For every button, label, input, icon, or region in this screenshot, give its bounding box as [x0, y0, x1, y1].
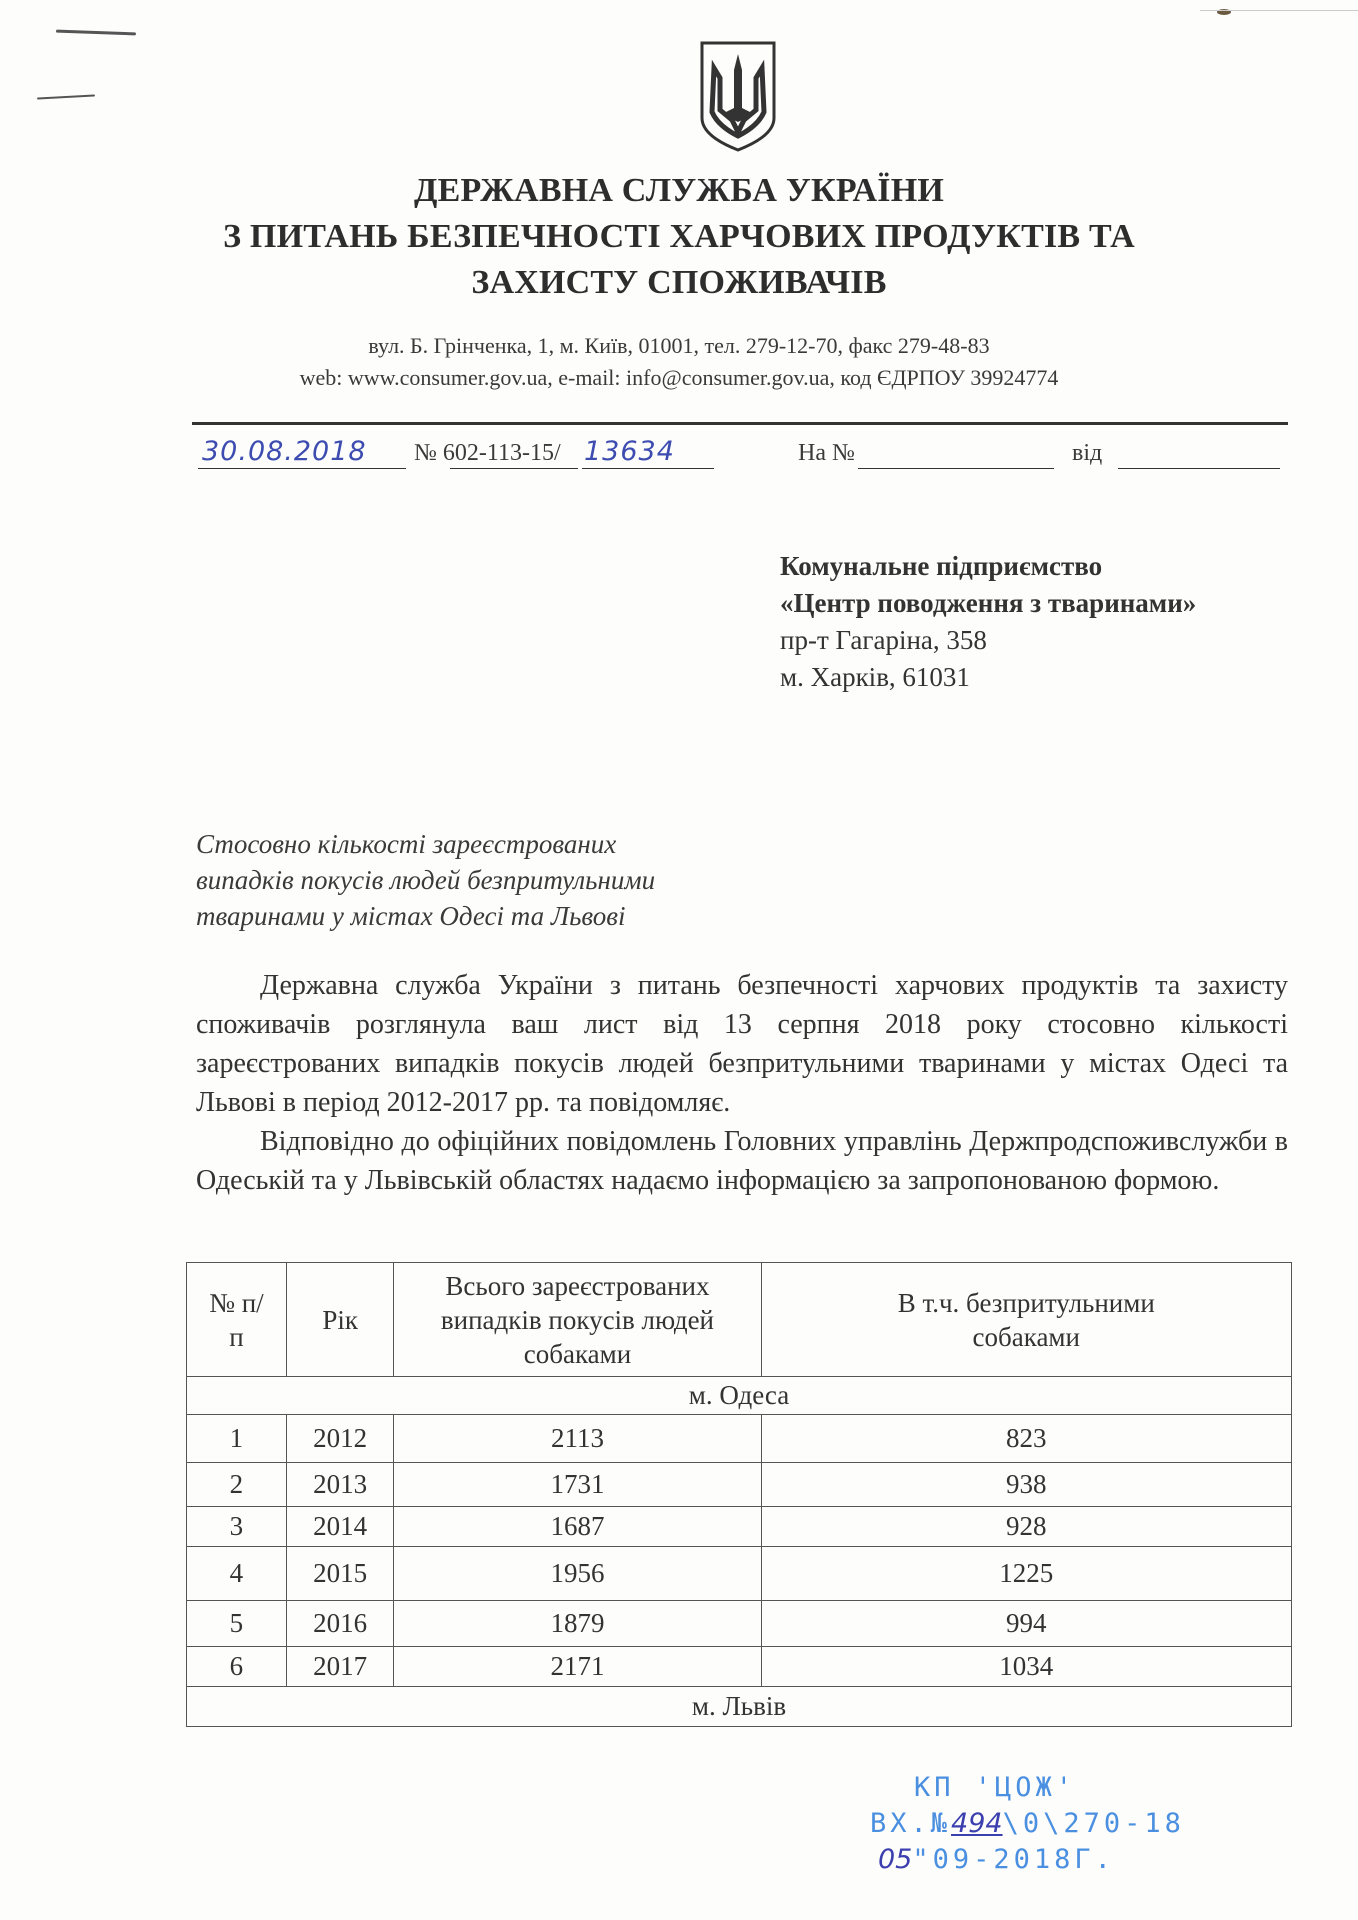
cell-year: 2017: [286, 1647, 394, 1687]
cell-stray: 823: [761, 1415, 1292, 1463]
org-line-1: ДЕРЖАВНА СЛУЖБА УКРАЇНИ: [414, 172, 944, 209]
cell-stray: 1034: [761, 1647, 1292, 1687]
cell-year: 2012: [286, 1415, 394, 1463]
body-paragraph-2: Відповідно до офіційних повідомлень Головних управлінь Держпродспоживслужби в Одеській та у Львівській областях надаємо інформацією за запропонованою формою.: [196, 1126, 1288, 1196]
date-underline: [198, 468, 406, 469]
addressee-street: пр-т Гагаріна, 358: [780, 625, 987, 655]
outgoing-number: 13634: [584, 436, 675, 467]
stamp-number-suffix: \0\270-18: [1002, 1808, 1185, 1839]
section-row-odesa: [187, 1377, 1292, 1415]
cell-total: 1731: [394, 1463, 761, 1507]
cell-num: 3: [187, 1507, 287, 1547]
stamp-day-handwritten: 05: [878, 1844, 913, 1875]
cell-num: 1: [187, 1415, 287, 1463]
stamp-date-suffix: "09-2018Г.: [912, 1844, 1115, 1875]
address-line: вул. Б. Грінченка, 1, м. Київ, 01001, тел. 279-12-70, факс 279-48-83: [368, 333, 990, 358]
table-row: [187, 1547, 1292, 1601]
section-row-lviv: [187, 1687, 1292, 1727]
subject-line-3: тваринами у містах Одесі та Львові: [196, 901, 626, 931]
table-row: [187, 1507, 1292, 1547]
subject-line-1: Стосовно кількості зареєстрованих: [196, 829, 617, 859]
table-row: [187, 1415, 1292, 1463]
body-paragraph-1: Державна служба України з питань безпечності харчових продуктів та захисту споживачів розглянула ваш лист від 13 серпня 2018 року стосовно кількості зареєстрованих випадків покусів людей безпритульними тваринами у містах Одесі та Львові в період 2012-2017 рр. та повідомляє.: [196, 970, 1288, 1118]
org-line-3: ЗАХИСТУ СПОЖИВАЧІВ: [471, 264, 887, 301]
bites-table: [186, 1262, 1292, 1727]
stamp-number-prefix: ВХ.№: [870, 1808, 952, 1839]
letter-body: [196, 966, 1288, 1200]
org-line-2: З ПИТАНЬ БЕЗПЕЧНОСТІ ХАРЧОВИХ ПРОДУКТІВ ТА: [223, 218, 1135, 255]
cell-stray: 938: [761, 1463, 1292, 1507]
cell-year: 2013: [286, 1463, 394, 1507]
header-year: Рік: [286, 1263, 394, 1377]
cell-stray: 1225: [761, 1547, 1292, 1601]
stamp-date-line: [870, 1842, 1185, 1878]
cell-num: 4: [187, 1547, 287, 1601]
cell-num: 2: [187, 1463, 287, 1507]
header-num: № п/п: [187, 1263, 287, 1377]
addressee-block: [780, 548, 1196, 696]
cell-total: 2171: [394, 1647, 761, 1687]
cell-total: 1956: [394, 1547, 761, 1601]
number-underline: [582, 468, 714, 469]
letter-subject: [196, 826, 655, 934]
subject-line-2: випадків покусів людей безпритульними: [196, 865, 656, 895]
scan-edge-line: [1200, 10, 1358, 11]
cell-stray: 928: [761, 1507, 1292, 1547]
table-row: [187, 1463, 1292, 1507]
number-prefix-underline: [450, 468, 578, 469]
cell-num: 5: [187, 1601, 287, 1647]
from-field: [1118, 468, 1280, 469]
section-city: м. Львів: [187, 1687, 1292, 1727]
stamp-org: КП 'ЦОЖ': [914, 1772, 1077, 1803]
table-row: [187, 1601, 1292, 1647]
org-contacts: [0, 330, 1358, 394]
reply-to-label: На №: [798, 440, 855, 466]
header-stray: В т.ч. безпритульними собаками: [761, 1263, 1292, 1377]
scan-mark-2: [37, 94, 95, 99]
registration-row: [192, 436, 1292, 472]
reply-to-field: [858, 468, 1054, 469]
outgoing-number-prefix: № 602-113-15/: [414, 440, 561, 466]
cell-total: 1879: [394, 1601, 761, 1647]
scan-mark-1: [56, 30, 136, 36]
cell-year: 2015: [286, 1547, 394, 1601]
cell-total: 1687: [394, 1507, 761, 1547]
stamp-number-handwritten: 494: [951, 1808, 1003, 1839]
addressee-city: м. Харків, 61031: [780, 662, 970, 692]
table-header-row: [187, 1263, 1292, 1377]
table-row: [187, 1647, 1292, 1687]
cell-year: 2016: [286, 1601, 394, 1647]
coat-of-arms-icon: [698, 40, 778, 152]
addressee-org-name: «Центр поводження з тваринами»: [780, 588, 1197, 618]
addressee-org-type: Комунальне підприємство: [780, 551, 1103, 581]
section-city: м. Одеса: [187, 1377, 1292, 1415]
organization-name: [0, 168, 1358, 306]
cell-num: 6: [187, 1647, 287, 1687]
outgoing-date: 30.08.2018: [202, 436, 367, 467]
cell-stray: 994: [761, 1601, 1292, 1647]
header-divider: [192, 422, 1288, 425]
from-label: від: [1072, 440, 1103, 466]
cell-year: 2014: [286, 1507, 394, 1547]
cell-total: 2113: [394, 1415, 761, 1463]
header-total: Всього зареєстрованих випадків покусів людей собаками: [394, 1263, 761, 1377]
web-line: web: www.consumer.gov.ua, e-mail: info@consumer.gov.ua, код ЄДРПОУ 39924774: [299, 365, 1059, 390]
incoming-registration-stamp: [870, 1770, 1185, 1878]
stamp-number-line: [870, 1806, 1185, 1842]
